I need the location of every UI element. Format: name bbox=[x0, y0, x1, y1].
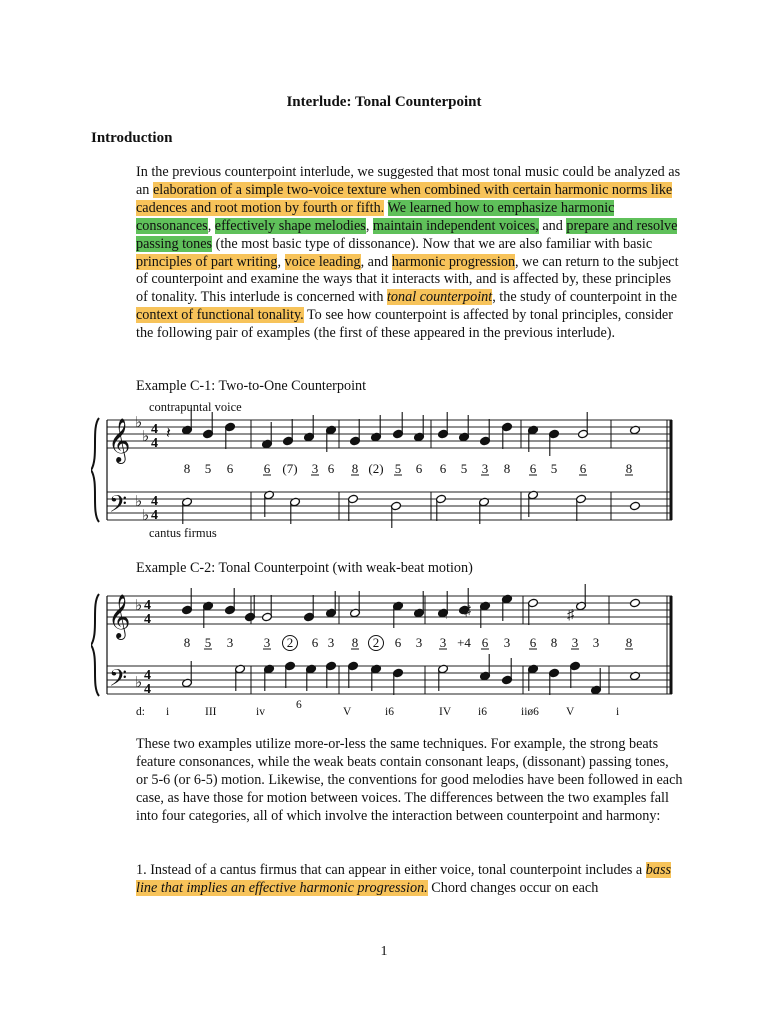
interval-number: 2 bbox=[286, 635, 294, 650]
interval-number: 3 bbox=[415, 635, 423, 650]
flat-icon: ♭ bbox=[135, 598, 143, 614]
accidental-icon: ♮ bbox=[443, 608, 449, 623]
time-signature: 4 bbox=[151, 508, 158, 523]
roman-numeral: i6 bbox=[385, 706, 394, 718]
section-heading: Introduction bbox=[91, 130, 173, 146]
text-run: , the study of counterpoint in the bbox=[492, 289, 678, 306]
highlighted-phrase: We learned how to emphasize harmonic consonances bbox=[136, 199, 615, 234]
interval-number: 3 bbox=[592, 635, 600, 650]
flat-icon: ♭ bbox=[135, 675, 143, 691]
interval-number: 8 bbox=[503, 461, 511, 476]
interval-number: 8 bbox=[351, 635, 359, 650]
interval-number: 3 bbox=[571, 635, 579, 650]
highlighted-phrase: voice leading bbox=[284, 253, 361, 270]
roman-numeral: 6 bbox=[296, 699, 302, 711]
flat-icon: ♭ bbox=[135, 415, 143, 431]
accidental-icon: ♯ bbox=[464, 604, 471, 619]
interval-number: 3 bbox=[226, 635, 234, 650]
roman-numeral: i bbox=[616, 706, 620, 718]
interval-number: 8 bbox=[625, 461, 633, 476]
text-run: , bbox=[277, 253, 285, 270]
highlighted-phrase: context of functional tonality. bbox=[136, 307, 304, 324]
highlighted-phrase: bass line that implies an effective harmonic progression. bbox=[136, 862, 672, 896]
interval-number: 6 bbox=[529, 461, 537, 476]
interval-number: 6 bbox=[394, 635, 402, 650]
interval-number: 3 bbox=[263, 635, 271, 650]
paragraph-comparison: These two examples utilize more-or-less the same techniques. For example, the strong beats feature consonances, while the weak beats contain consonant leaps, (dissonant) passing tones, or 5-6 (or 6-5) motion. Likewise, the conventions for good melodies have been followed in each case, as have those for motion between voices. The differences between the two examples fall into four categories, all of which involve the interaction between counterpoint and harmony: bbox=[136, 736, 683, 824]
time-signature: 4 bbox=[144, 668, 151, 683]
highlighted-phrase: tonal counterpoint bbox=[386, 289, 493, 306]
interval-number: 5 bbox=[460, 461, 468, 476]
key-label: d: bbox=[136, 706, 145, 718]
brace bbox=[91, 418, 99, 522]
interval-number: 6 bbox=[529, 635, 537, 650]
upper-voice-label: contrapuntal voice bbox=[149, 400, 242, 414]
interval-number: 6 bbox=[415, 461, 423, 476]
interval-number: 8 bbox=[351, 461, 359, 476]
highlighted-phrase: principles of part writing bbox=[136, 253, 278, 270]
text-run: , and bbox=[360, 253, 392, 270]
interval-number: 5 bbox=[550, 461, 558, 476]
roman-numeral: iv bbox=[256, 706, 265, 718]
flat-icon: ♭ bbox=[142, 508, 150, 524]
page-number: 1 bbox=[380, 944, 388, 959]
interval-number: 8 bbox=[625, 635, 633, 650]
interval-number: 3 bbox=[327, 635, 335, 650]
time-signature: 4 bbox=[151, 494, 158, 509]
example1-caption: Example C-1: Two-to-One Counterpoint bbox=[136, 378, 367, 394]
interval-number: 6 bbox=[439, 461, 447, 476]
time-signature: 4 bbox=[151, 422, 158, 437]
accidental-icon: ♯ bbox=[567, 608, 574, 623]
interval-number: 6 bbox=[327, 461, 335, 476]
highlighted-phrase: effectively shape melodies bbox=[214, 217, 366, 234]
treble-clef-icon: 𝄞 bbox=[108, 420, 131, 462]
text-run: 1. Instead of a cantus firmus that can appear in either voice, tonal counterpoint includes a bbox=[136, 862, 646, 878]
roman-numeral: V bbox=[566, 706, 575, 718]
example2-caption: Example C-2: Tonal Counterpoint (with weak-beat motion) bbox=[136, 560, 473, 576]
text-run: and bbox=[538, 217, 567, 234]
paragraph-point-one bbox=[136, 862, 684, 898]
quarter-rest-icon: 𝄽 bbox=[166, 425, 171, 442]
example1-score bbox=[91, 398, 673, 542]
interval-number: 6 bbox=[579, 461, 587, 476]
note-head bbox=[630, 598, 641, 608]
page-title: Interlude: Tonal Counterpoint bbox=[286, 94, 482, 110]
interval-number: (2) bbox=[368, 461, 384, 476]
text-run: , bbox=[365, 217, 373, 234]
interval-number: +4 bbox=[457, 635, 471, 650]
interval-number: 8 bbox=[550, 635, 558, 650]
interval-number: 8 bbox=[183, 461, 191, 476]
text-run: In the previous counterpoint interlude, we suggested that most tonal music could be analyzed as an bbox=[136, 164, 681, 198]
roman-numeral: i6 bbox=[478, 706, 487, 718]
flat-icon: ♭ bbox=[135, 494, 143, 510]
highlighted-phrase: prepare and resolve passing tones bbox=[136, 217, 678, 252]
highlighted-phrase: elaboration of a simple two-voice texture when combined with certain harmonic norms like cadences and root motion by fourth or fifth. bbox=[136, 181, 673, 216]
example2-score bbox=[91, 582, 673, 732]
bass-clef-icon: 𝄢 bbox=[109, 492, 128, 523]
interval-number: 5 bbox=[394, 461, 402, 476]
time-signature: 4 bbox=[151, 436, 158, 451]
interval-number: 2 bbox=[372, 635, 380, 650]
interval-number: 5 bbox=[204, 461, 212, 476]
interval-number: 3 bbox=[311, 461, 319, 476]
text-run: , bbox=[207, 217, 215, 234]
bass-clef-icon: 𝄢 bbox=[109, 666, 128, 697]
interval-number: (7) bbox=[282, 461, 298, 476]
interval-number: 5 bbox=[204, 635, 212, 650]
time-signature: 4 bbox=[144, 598, 151, 613]
interval-number: 3 bbox=[503, 635, 511, 650]
highlighted-phrase: maintain independent voices, bbox=[372, 217, 539, 234]
flat-icon: ♭ bbox=[142, 429, 150, 445]
paragraph-intro bbox=[136, 164, 684, 343]
roman-numeral: III bbox=[205, 706, 217, 718]
text-run: (the most basic type of dissonance). Now that we are also familiar with basic bbox=[212, 235, 653, 252]
brace bbox=[91, 594, 99, 696]
roman-numeral: V bbox=[343, 706, 352, 718]
interval-number: 6 bbox=[481, 635, 489, 650]
interval-number: 8 bbox=[183, 635, 191, 650]
interval-number: 6 bbox=[263, 461, 271, 476]
time-signature: 4 bbox=[144, 612, 151, 627]
lower-voice-label: cantus firmus bbox=[149, 526, 217, 540]
text-run: To see how counterpoint is affected by tonal principles, consider the following pair of examples (the first of these appeared in the previous interlude). bbox=[136, 307, 673, 342]
treble-clef-icon: 𝄞 bbox=[108, 596, 131, 638]
text-run: , we can return to the subject of counterpoint and examine the ways that it interacts with, and is affected by, these principles of tonality. This interlude is concerned with bbox=[136, 253, 679, 306]
interval-number: 6 bbox=[226, 461, 234, 476]
note-head bbox=[630, 501, 641, 511]
roman-numeral: i bbox=[166, 706, 170, 718]
roman-numeral: iiø6 bbox=[521, 706, 539, 718]
highlighted-phrase: harmonic progression bbox=[391, 253, 516, 270]
roman-numeral: IV bbox=[439, 706, 452, 718]
text-run: Chord changes occur on each bbox=[427, 879, 599, 896]
interval-number: 3 bbox=[481, 461, 489, 476]
interval-number: 6 bbox=[311, 635, 319, 650]
interval-number: 3 bbox=[439, 635, 447, 650]
time-signature: 4 bbox=[144, 682, 151, 697]
